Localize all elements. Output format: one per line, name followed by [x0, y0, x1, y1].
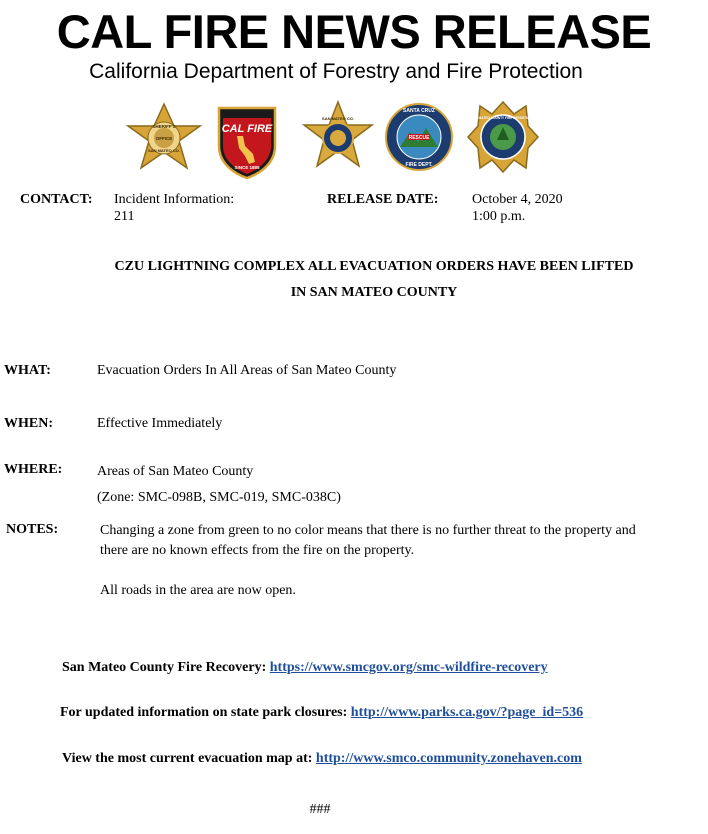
release-time-value: 1:00 p.m. [472, 209, 526, 224]
what-label: WHAT: [4, 363, 51, 378]
notes-label: NOTES: [6, 522, 59, 537]
notes-line1: Changing a zone from green to no color means that there is no further threat to the property and [100, 523, 636, 538]
recovery-link[interactable]: https://www.smcgov.org/smc-wildfire-recovery [269, 660, 548, 675]
contact-line1: Incident Information: [114, 192, 235, 207]
sheriff-badge-top: SHERIFF'S [152, 124, 176, 129]
where-label: WHERE: [4, 462, 63, 477]
cruz-logo-mid: RESCUE [408, 135, 430, 141]
parks-label: For updated information on state park closures: [60, 705, 348, 720]
when-text: Effective Immediately [97, 416, 223, 431]
cruz-logo-bottom: FIRE DEPT. [405, 162, 433, 168]
recovery-line [62, 660, 548, 676]
parks-link[interactable]: http://www.parks.ca.gov/?page_id=536 [350, 705, 584, 720]
where-line1: Areas of San Mateo County [97, 464, 254, 479]
notes-line3: All roads in the area are now open. [100, 583, 296, 598]
county-badge-text: SAN MATEO CO. [322, 116, 354, 121]
release-date-value: October 4, 2020 [472, 192, 563, 207]
county-star-badge-icon [298, 100, 378, 172]
sheriff-badge-icon [122, 102, 206, 174]
parks-line [60, 705, 583, 721]
sheriff-badge-mid: OFFICE [155, 136, 173, 141]
calfire-shield-icon [215, 102, 279, 180]
page-title: CAL FIRE NEWS RELEASE [56, 5, 652, 58]
calfire-logo-name: CAL FIRE [221, 123, 273, 135]
smc-fire-department-icon [466, 100, 540, 174]
sheriff-badge-bottom: SAN MATEO CO. [148, 148, 180, 153]
when-label: WHEN: [4, 416, 53, 431]
page-subtitle: California Department of Forestry and Fire Protection [89, 60, 583, 83]
headline-line2: IN SAN MATEO COUNTY [290, 285, 458, 300]
map-label: View the most current evacuation map at: [62, 751, 313, 766]
map-line [62, 751, 582, 767]
santa-cruz-rescue-icon [384, 102, 454, 172]
end-mark: ### [309, 802, 331, 817]
headline-line1: CZU LIGHTNING COMPLEX ALL EVACUATION ORDERS HAVE BEEN LIFTED [114, 259, 634, 274]
smcfd-logo-text: SAN MATEO COUNTY FIRE DEPARTMENT [470, 116, 536, 120]
where-line2: (Zone: SMC-098B, SMC-019, SMC-038C) [97, 490, 341, 505]
recovery-label: San Mateo County Fire Recovery: [62, 660, 267, 675]
contact-label: CONTACT: [20, 192, 93, 207]
cruz-logo-top: SANTA CRUZ [403, 108, 435, 114]
notes-line2: there are no known effects from the fire on the property. [100, 543, 415, 558]
what-text: Evacuation Orders In All Areas of San Mateo County [97, 363, 397, 378]
map-link[interactable]: http://www.smco.community.zonehaven.com [315, 751, 582, 766]
contact-line2: 211 [114, 209, 135, 224]
calfire-logo-since: SINCE 1885 [234, 165, 260, 170]
release-date-label: RELEASE DATE: [327, 192, 439, 207]
